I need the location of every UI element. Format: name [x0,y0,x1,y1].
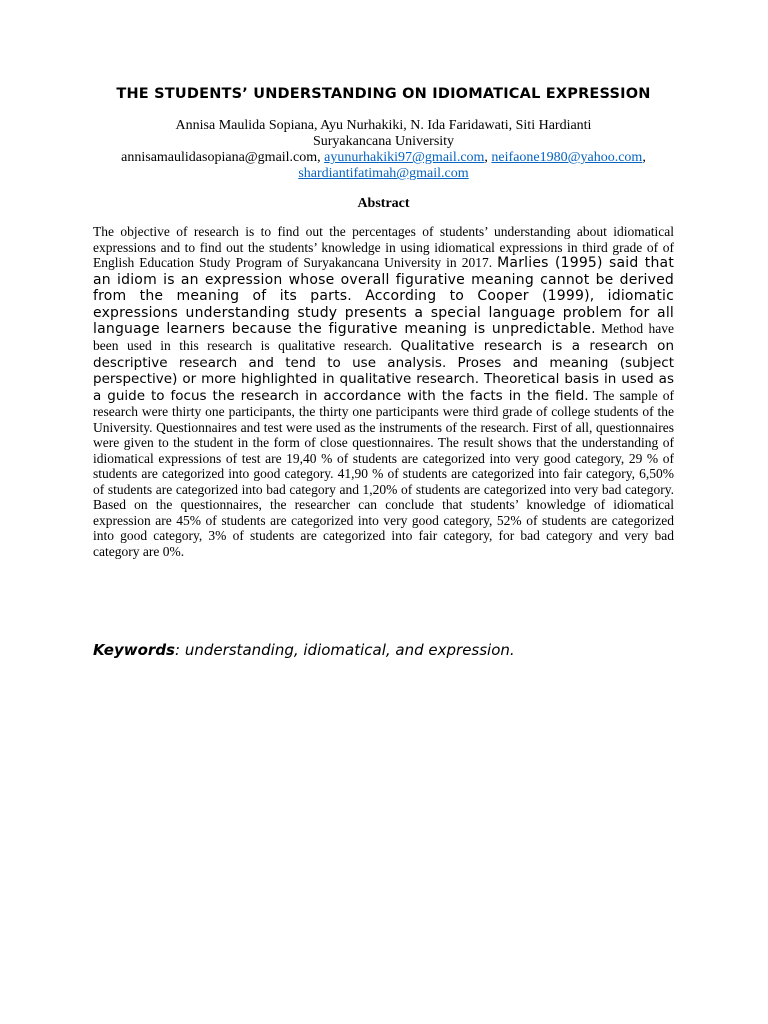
keywords-label: Keywords [93,641,175,659]
email-1: annisamaulidasopiana@gmail.com [121,150,318,165]
keywords-line [93,641,515,659]
abstract-part-4: Qualitative research is a research on descriptive research and tend to use analysis. Proses and meaning (subject perspective) or more highlighted in qualitative research. Theoretical basis in used as a guide to focus the research in accordance with the facts in the field. [93,337,674,404]
email-link-4[interactable]: shardiantifatimah@gmail.com [298,166,469,181]
abstract-heading: Abstract [357,196,410,211]
authors-line: Annisa Maulida Sopiana, Ayu Nurhakiki, N. Ida Faridawati, Siti Hardianti [175,118,592,133]
emails-block [93,150,674,182]
paper-page [93,86,674,559]
email-link-2[interactable]: ayunurhakiki97@gmail.com [324,150,485,165]
abstract-part-1: The objective of research is to find out the percentages of students’ understanding about idiomatical expressions and to find out the students’ knowledge in using idiomatical expressions in third grade of of English Education Study Program of Suryakancana University in 2017. [93,224,674,270]
abstract-part-3: Method have been used in this research is qualitative research. [93,321,674,353]
paper-title: THE STUDENTS’ UNDERSTANDING ON IDIOMATICAL EXPRESSION [116,86,651,102]
keywords-text: understanding, idiomatical, and expression [184,641,510,659]
email-separator: , [317,150,325,165]
email-separator: , [642,150,646,165]
abstract-part-5: The sample of research were thirty one participants, the thirty one participants were third grade of college students of the University. Questionnaires and test were used as the instruments of the research. First of all, questionnaires were given to the student in the form of close questionnaires. The result shows that the understanding of idiomatical expressions of test are 19,40 % of students are categorized into very good category, 29 % of students are categorized into good category. 41,90 % of students are categorized into fair category, 6,50% of students are categorized into bad category and 1,20% of students are categorized into very bad category. Based on the questionnaires, the researcher can conclude that students’ knowledge of idiomatical expression are 45% of students are categorized into very good category, 52% of students are categorized into good category, 3% of students are categorized into fair category, for bad category and very bad category are 0%. [93,387,674,559]
abstract-part-2: Marlies (1995) said that an idiom is an expression whose overall figurative meaning cannot be derived from the meaning of its parts. According to Cooper (1999), idiomatic expressions understanding study presents a special language problem for all language learners because the figurative meaning is unpredictable. [93,255,675,338]
keywords-end: . [509,641,515,659]
email-link-3[interactable]: neifaone1980@yahoo.com [491,150,643,165]
email-separator: , [484,150,492,165]
affiliation-line: Suryakancana University [312,134,455,149]
abstract-paragraph [93,224,674,559]
keywords-separator: : [174,641,185,659]
